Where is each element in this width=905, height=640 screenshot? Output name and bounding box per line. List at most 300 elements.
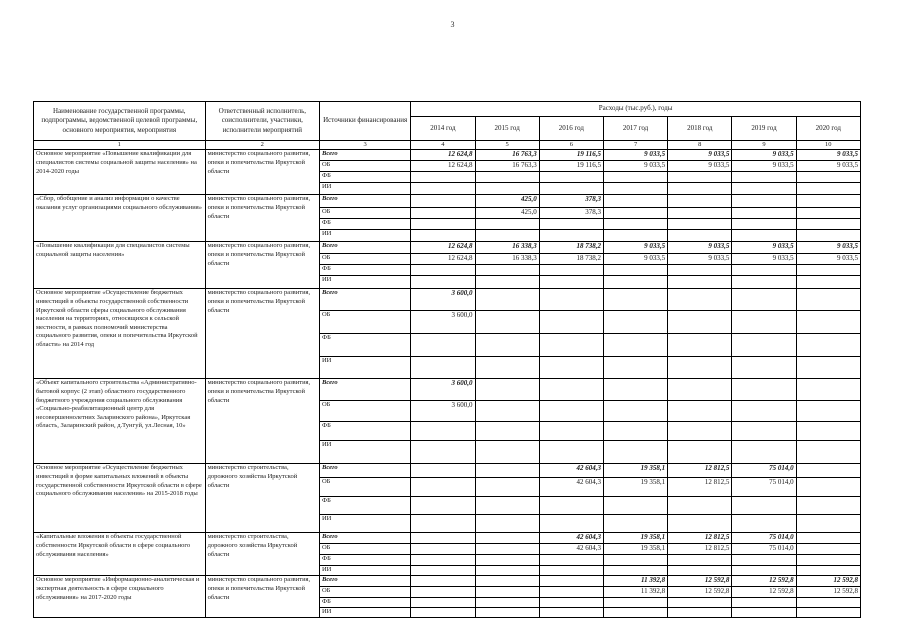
expense-value: 19 358,1 (603, 464, 667, 478)
column-number: 4 (411, 141, 475, 150)
expense-value (796, 597, 860, 607)
expense-value (732, 441, 796, 464)
expense-value: 3 600,0 (411, 289, 475, 311)
expense-value: 9 033,5 (796, 254, 860, 265)
expense-value: 16 763,3 (475, 150, 539, 161)
column-number: 1 (34, 141, 206, 150)
expense-value: 75 014,0 (732, 464, 796, 478)
expense-value (411, 464, 475, 478)
expense-value: 16 763,3 (475, 161, 539, 172)
funding-source: ОБ (319, 586, 410, 597)
expense-value (668, 555, 732, 566)
funding-source: ФБ (319, 422, 410, 441)
funding-source: ИИ (319, 183, 410, 195)
expense-value (668, 497, 732, 515)
expense-value (475, 265, 539, 276)
expense-value: 12 624,8 (411, 254, 475, 265)
table-row (34, 379, 861, 401)
expense-value (475, 276, 539, 289)
expense-value (732, 311, 796, 334)
table-row (34, 576, 861, 586)
expense-value (732, 230, 796, 242)
expense-value (475, 401, 539, 422)
expense-value: 18 738,2 (539, 242, 603, 254)
expense-value (732, 172, 796, 183)
table-row (34, 464, 861, 478)
header-column-numbers (34, 141, 861, 150)
expense-value (475, 311, 539, 334)
expense-value (475, 422, 539, 441)
column-number: 9 (732, 141, 796, 150)
expense-value (475, 334, 539, 357)
expense-value: 19 358,1 (603, 533, 667, 544)
expense-value: 9 033,5 (668, 254, 732, 265)
responsible-executor: министерство социального развития, опеки и попечительства Иркутской области (205, 242, 319, 289)
expense-value (732, 515, 796, 533)
expense-value: 9 033,5 (796, 242, 860, 254)
column-number: 6 (539, 141, 603, 150)
expense-value: 12 624,8 (411, 150, 475, 161)
expense-value (668, 183, 732, 195)
expense-value (796, 265, 860, 276)
expense-value (475, 544, 539, 555)
expense-value (796, 183, 860, 195)
expense-value (603, 334, 667, 357)
expense-value (668, 422, 732, 441)
expense-value: 9 033,5 (732, 254, 796, 265)
expense-value (539, 357, 603, 379)
expense-value: 42 604,3 (539, 478, 603, 497)
expense-value (603, 289, 667, 311)
expense-value (732, 566, 796, 576)
expense-value (411, 478, 475, 497)
expense-value (668, 401, 732, 422)
funding-source: ОБ (319, 478, 410, 497)
expense-value (539, 607, 603, 617)
funding-source: ФБ (319, 265, 410, 276)
expense-value (475, 464, 539, 478)
funding-source: ОБ (319, 161, 410, 172)
responsible-executor: министерство социального развития, опеки и попечительства Иркутской области (205, 289, 319, 379)
expense-value (668, 289, 732, 311)
expense-value (732, 195, 796, 208)
expense-value: 3 600,0 (411, 311, 475, 334)
expense-value (796, 515, 860, 533)
expense-value (475, 230, 539, 242)
expense-value (603, 208, 667, 219)
expense-value (668, 276, 732, 289)
expense-value (411, 265, 475, 276)
expense-value: 425,0 (475, 195, 539, 208)
funding-source: Всего (319, 464, 410, 478)
expense-value (668, 311, 732, 334)
expense-value (603, 183, 667, 195)
expense-value: 75 014,0 (732, 544, 796, 555)
expense-value (411, 422, 475, 441)
expense-value (475, 597, 539, 607)
expense-value (796, 544, 860, 555)
expense-value (668, 597, 732, 607)
table-row (34, 242, 861, 254)
expense-value (539, 497, 603, 515)
expense-value (539, 576, 603, 586)
expense-value: 11 392,8 (603, 586, 667, 597)
expense-value (539, 265, 603, 276)
page-number: 3 (450, 20, 455, 29)
funding-source: ФБ (319, 597, 410, 607)
expense-value (796, 441, 860, 464)
expense-value (796, 311, 860, 334)
column-number: 2 (205, 141, 319, 150)
activity-name: «Капитальные вложения в объекты государственной собственности Иркутской области в сфере социального обслуживания населения» (34, 533, 206, 576)
expense-value (603, 230, 667, 242)
expense-value: 378,3 (539, 208, 603, 219)
expense-value (668, 172, 732, 183)
expense-value (603, 357, 667, 379)
expense-value (668, 208, 732, 219)
funding-source: ОБ (319, 544, 410, 555)
expense-value (411, 533, 475, 544)
expense-value (796, 478, 860, 497)
expense-value (411, 195, 475, 208)
expense-value (732, 208, 796, 219)
table-row (34, 533, 861, 544)
expense-value (475, 357, 539, 379)
expense-value: 9 033,5 (732, 150, 796, 161)
expense-value: 9 033,5 (668, 161, 732, 172)
expense-value (796, 289, 860, 311)
expense-value: 9 033,5 (796, 150, 860, 161)
expense-value (411, 586, 475, 597)
expense-value (796, 464, 860, 478)
expense-value (796, 566, 860, 576)
expense-value (796, 607, 860, 617)
funding-source: Всего (319, 289, 410, 311)
expense-value: 42 604,3 (539, 464, 603, 478)
expense-value (732, 401, 796, 422)
expense-value (796, 208, 860, 219)
funding-source: ОБ (319, 208, 410, 219)
header-year: 2018 год (668, 117, 732, 141)
expense-value (411, 515, 475, 533)
header-year: 2014 год (411, 117, 475, 141)
expense-value (796, 497, 860, 515)
column-number: 8 (668, 141, 732, 150)
expense-value (411, 555, 475, 566)
expense-value: 425,0 (475, 208, 539, 219)
header-year: 2015 год (475, 117, 539, 141)
funding-source: ИИ (319, 441, 410, 464)
expense-value (668, 515, 732, 533)
expense-value (475, 172, 539, 183)
expense-value (411, 276, 475, 289)
expense-value (539, 422, 603, 441)
expense-value (668, 441, 732, 464)
expense-value (411, 544, 475, 555)
expense-value (603, 401, 667, 422)
column-number: 10 (796, 141, 860, 150)
expense-value: 12 592,8 (668, 576, 732, 586)
header-executor: Ответственный исполнитель, соисполнители, участники, исполнители мероприятий (205, 102, 319, 141)
expense-value: 75 014,0 (732, 478, 796, 497)
expense-value: 3 600,0 (411, 401, 475, 422)
expense-value (668, 566, 732, 576)
expense-value: 12 592,8 (732, 576, 796, 586)
expense-value: 9 033,5 (603, 254, 667, 265)
activity-name: «Сбор, обобщение и анализ информации о качестве оказания услуг организациями социального обслуживания» (34, 195, 206, 242)
funding-source: ФБ (319, 555, 410, 566)
expense-value (539, 401, 603, 422)
responsible-executor: министерство социального развития, опеки и попечительства Иркутской области (205, 150, 319, 195)
funding-source: Всего (319, 150, 410, 161)
expense-value: 75 014,0 (732, 533, 796, 544)
expense-value (539, 566, 603, 576)
expense-value (539, 276, 603, 289)
expense-value (475, 607, 539, 617)
header-year: 2017 год (603, 117, 667, 141)
expense-value: 12 592,8 (796, 576, 860, 586)
expense-value (796, 195, 860, 208)
expense-value (475, 289, 539, 311)
expense-value (732, 289, 796, 311)
expense-value (411, 441, 475, 464)
expense-value (732, 265, 796, 276)
header-expenses: Расходы (тыс.руб.), годы (411, 102, 861, 117)
expense-value (732, 219, 796, 230)
expense-value (539, 230, 603, 242)
expense-value: 9 033,5 (732, 242, 796, 254)
expense-value: 9 033,5 (603, 242, 667, 254)
expense-value: 12 624,8 (411, 242, 475, 254)
expense-value: 11 392,8 (603, 576, 667, 586)
expense-value: 3 600,0 (411, 379, 475, 401)
responsible-executor: министерство строительства, дорожного хозяйства Иркутской области (205, 464, 319, 533)
expense-value (796, 334, 860, 357)
expense-value: 42 604,3 (539, 544, 603, 555)
expense-value (539, 183, 603, 195)
expense-value (475, 555, 539, 566)
funding-source: ИИ (319, 566, 410, 576)
funding-source: ИИ (319, 607, 410, 617)
expense-value (411, 183, 475, 195)
expense-value (796, 357, 860, 379)
expense-value: 9 033,5 (603, 161, 667, 172)
budget-table (33, 101, 861, 618)
expense-value (668, 334, 732, 357)
expense-value (539, 289, 603, 311)
table-row (34, 289, 861, 311)
expense-value (603, 265, 667, 276)
expense-value (732, 183, 796, 195)
responsible-executor: министерство строительства, дорожного хозяйства Иркутской области (205, 533, 319, 576)
expense-value (411, 357, 475, 379)
expense-value (411, 208, 475, 219)
expense-value: 9 033,5 (603, 150, 667, 161)
table-row (34, 150, 861, 161)
expense-value: 12 812,5 (668, 544, 732, 555)
expense-value (411, 172, 475, 183)
expense-value (475, 515, 539, 533)
expense-value (603, 566, 667, 576)
expense-value (668, 219, 732, 230)
header-year: 2019 год (732, 117, 796, 141)
funding-source: Всего (319, 576, 410, 586)
expense-value (796, 379, 860, 401)
expense-value (732, 422, 796, 441)
expense-value (796, 401, 860, 422)
funding-source: ФБ (319, 172, 410, 183)
expense-value (475, 576, 539, 586)
expense-value (411, 334, 475, 357)
header-name: Наименование государственной программы, подпрограммы, ведомственной целевой программы, основного мероприятия, мероприятия (34, 102, 206, 141)
expense-value (411, 219, 475, 230)
expense-value (603, 311, 667, 334)
expense-value: 12 812,5 (668, 478, 732, 497)
expense-value (668, 607, 732, 617)
expense-value (603, 555, 667, 566)
expense-value (732, 379, 796, 401)
expense-value: 12 592,8 (796, 586, 860, 597)
expense-value (668, 265, 732, 276)
expense-value: 9 033,5 (668, 150, 732, 161)
activity-name: «Объект капитального строительства «Административно-бытовой корпус (2 этап) областного государственного бюджетного учреждения социального обслуживания «Социально-реабилитационный центр для несовершеннолетних Заларинского района», Иркутская область, Заларинский район, д.Тунгуй, ул.Лесная, 10» (34, 379, 206, 464)
expense-value (475, 183, 539, 195)
expense-value (539, 219, 603, 230)
expense-value (732, 334, 796, 357)
expense-value (475, 219, 539, 230)
column-number: 3 (319, 141, 410, 150)
expense-value (732, 597, 796, 607)
expense-value (539, 334, 603, 357)
activity-name: Основное мероприятие «Осуществление бюджетных инвестиций в форме капитальных вложений в объекты государственной собственности Иркутской области в сфере социального обслуживания населения» на 2015-2018 годы (34, 464, 206, 533)
expense-value: 12 624,8 (411, 161, 475, 172)
funding-source: Всего (319, 379, 410, 401)
funding-source: ИИ (319, 230, 410, 242)
column-number: 7 (603, 141, 667, 150)
responsible-executor: министерство социального развития, опеки и попечительства Иркутской области (205, 379, 319, 464)
expense-value (539, 515, 603, 533)
expense-value (475, 478, 539, 497)
expense-value: 19 116,5 (539, 161, 603, 172)
expense-value (603, 422, 667, 441)
expense-value: 12 592,8 (732, 586, 796, 597)
funding-source: Всего (319, 242, 410, 254)
expense-value (603, 276, 667, 289)
expense-value (668, 357, 732, 379)
expense-value (411, 566, 475, 576)
expense-value (411, 576, 475, 586)
expense-value (668, 230, 732, 242)
activity-name: Основное мероприятие «Повышение квалификации для специалистов системы социальной защиты населения» на 2014-2020 годы (34, 150, 206, 195)
expense-value (796, 172, 860, 183)
expense-value (539, 555, 603, 566)
expense-value: 12 812,5 (668, 464, 732, 478)
header-source: Источники финансирования (319, 102, 410, 141)
expense-value: 18 738,2 (539, 254, 603, 265)
expense-value (796, 219, 860, 230)
expense-value (411, 597, 475, 607)
expense-value (539, 379, 603, 401)
expense-value (411, 497, 475, 515)
expense-value: 16 338,3 (475, 242, 539, 254)
expense-value (539, 172, 603, 183)
expense-value (732, 276, 796, 289)
expense-value (796, 276, 860, 289)
expense-value (411, 607, 475, 617)
header-year: 2016 год (539, 117, 603, 141)
expense-value (732, 497, 796, 515)
expense-value (732, 357, 796, 379)
funding-source: ОБ (319, 311, 410, 334)
expense-value: 19 358,1 (603, 544, 667, 555)
expense-value: 19 116,5 (539, 150, 603, 161)
expense-value (411, 230, 475, 242)
expense-value: 16 338,3 (475, 254, 539, 265)
activity-name: Основное мероприятие «Информационно-аналитическая и экспертная деятельность в сфере социального обслуживания» на 2017-2020 годы (34, 576, 206, 617)
expense-value (603, 607, 667, 617)
responsible-executor: министерство социального развития, опеки и попечительства Иркутской области (205, 195, 319, 242)
funding-source: Всего (319, 533, 410, 544)
expense-value (796, 533, 860, 544)
expense-value (475, 566, 539, 576)
expense-value (475, 533, 539, 544)
expense-value (603, 195, 667, 208)
funding-source: Всего (319, 195, 410, 208)
expense-value (603, 379, 667, 401)
expense-value (732, 607, 796, 617)
column-number: 5 (475, 141, 539, 150)
expense-value (603, 172, 667, 183)
funding-source: ФБ (319, 497, 410, 515)
expense-value (539, 586, 603, 597)
expense-value (796, 422, 860, 441)
expense-value (668, 195, 732, 208)
expense-value: 9 033,5 (732, 161, 796, 172)
expense-value (603, 219, 667, 230)
expense-value (539, 597, 603, 607)
expense-value: 378,3 (539, 195, 603, 208)
expense-value (603, 441, 667, 464)
expense-value: 12 592,8 (668, 586, 732, 597)
expense-value (475, 497, 539, 515)
expense-value: 9 033,5 (668, 242, 732, 254)
expense-value (603, 597, 667, 607)
funding-source: ОБ (319, 254, 410, 265)
expense-value (796, 230, 860, 242)
funding-source: ФБ (319, 219, 410, 230)
activity-name: Основное мероприятие «Осуществление бюджетных инвестиций в объекты государственной собственности Иркутской области сферы социального обслуживания населения на территориях, относящихся к сельской местности, в рамках полномочий министерства социального развития, опеки и попечительства Иркутской области» на 2014 год (34, 289, 206, 379)
activity-name: «Повышение квалификации для специалистов системы социальной защиты населения» (34, 242, 206, 289)
expense-value (796, 555, 860, 566)
expense-value (603, 497, 667, 515)
funding-source: ОБ (319, 401, 410, 422)
funding-source: ИИ (319, 276, 410, 289)
expense-value: 19 358,1 (603, 478, 667, 497)
funding-source: ИИ (319, 515, 410, 533)
expense-value: 12 812,5 (668, 533, 732, 544)
expense-value (668, 379, 732, 401)
table-row (34, 195, 861, 208)
expense-value: 42 604,3 (539, 533, 603, 544)
table-body (34, 150, 861, 617)
header-year: 2020 год (796, 117, 860, 141)
responsible-executor: министерство социального развития, опеки и попечительства Иркутской области (205, 576, 319, 617)
expense-value (603, 515, 667, 533)
funding-source: ИИ (319, 357, 410, 379)
expense-value (732, 555, 796, 566)
expense-value (475, 379, 539, 401)
expense-value (475, 441, 539, 464)
